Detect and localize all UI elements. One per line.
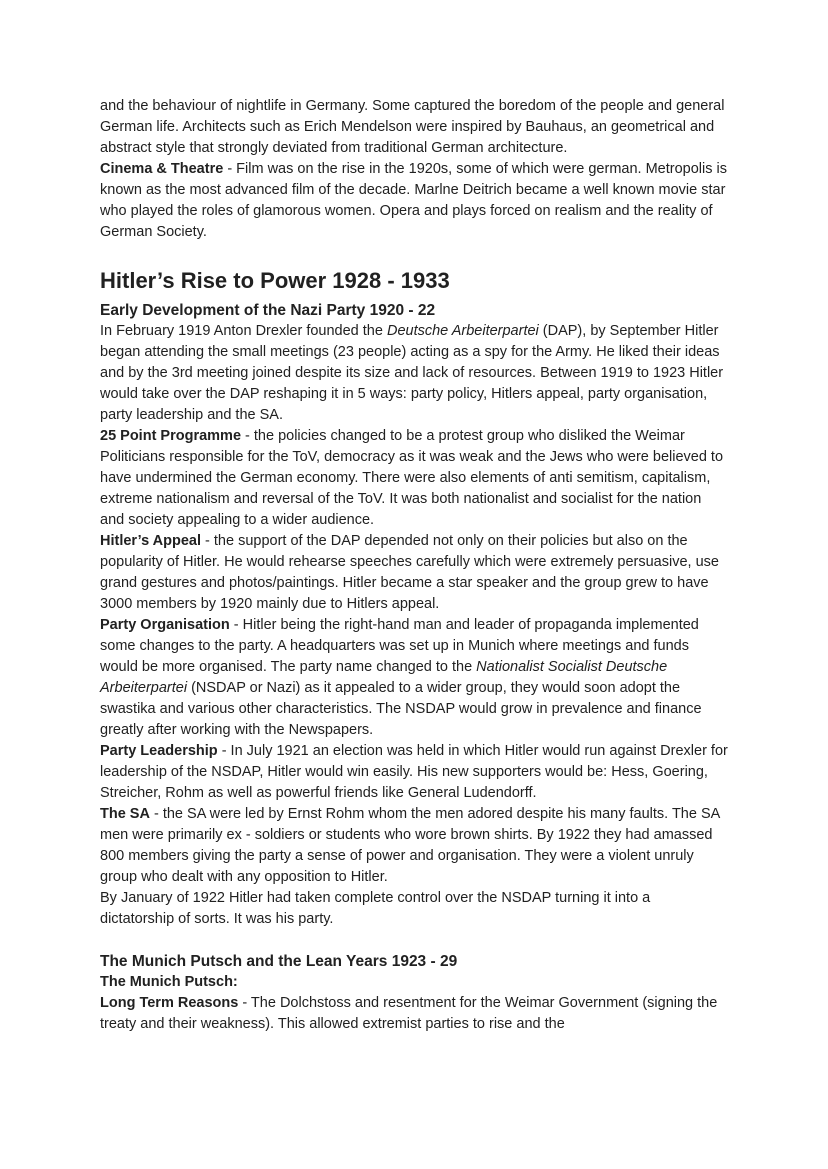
early-development-intro-text-2: (DAP), by September Hitler began attending the small meetings (23 people) acting as a spy for the Army. He liked their ideas and by the 3rd meeting joined despite its size and lack of resources. Between 1919 to 1923 Hitler would take over the DAP reshaping it in 5 ways: party policy, Hitlers appeal, party organisation, party leadership and the SA.	[100, 323, 724, 423]
early-development-intro-italic: Deutsche Arbeiterpartei	[386, 323, 539, 339]
hitlers-appeal-paragraph	[100, 531, 728, 615]
intro-continuation-paragraph: and the behaviour of nightlife in Germany. Some captured the boredom of the people and general German life. Architects such as Erich Mendelson were inspired by Bauhaus, an geometrical and abstract style that strongly deviated from traditional German architecture.	[100, 98, 725, 156]
cinema-theatre-text: - Film was on the rise in the 1920s, some of which were german. Metropolis is known as the most advanced film of the decade. Marlne Deitrich became a well known movie star who played the roles of glamorous women. Opera and plays forced on realism and the reality of German Society.	[100, 161, 727, 240]
point-programme-text: - the policies changed to be a protest group who disliked the Weimar Politicians responsible for the ToV, democracy as it was weak and the Jews who were believed to have undermined the German economy. There were also elements of anti semitism, capitalism, extreme nationalism and reversal of the ToV. It was both nationalist and socialist for the nation and society appealing to a wider audience.	[100, 428, 724, 528]
the-sa-text: - the SA were led by Ernst Rohm whom the men adored despite his many faults. The SA men were primarily ex - soldiers or students who wore brown shirts. By 1922 they had amassed 800 members giving the party a sense of power and organisation. They were a violent unruly group who dealt with any opposition to Hitler.	[100, 806, 720, 885]
party-organisation-text-1: - Hitler being the right-hand man and leader of propaganda implemented some changes to the party. A headquarters was set up in Munich where meetings and funds would be more organised. The party name changed to the	[100, 617, 699, 675]
point-programme-paragraph	[100, 426, 728, 531]
cinema-theatre-paragraph	[100, 159, 728, 243]
long-term-reasons-lead: Long Term Reasons	[100, 995, 239, 1011]
cinema-theatre-lead: Cinema & Theatre	[100, 161, 224, 177]
munich-putsch-subheading: The Munich Putsch:	[100, 974, 238, 990]
party-organisation-lead: Party Organisation	[100, 617, 230, 633]
the-sa-paragraph	[100, 804, 728, 888]
main-heading: Hitler’s Rise to Power 1928 - 1933	[100, 268, 450, 293]
party-leadership-lead: Party Leadership	[100, 743, 218, 759]
hitlers-appeal-lead: Hitler’s Appeal	[100, 533, 201, 549]
long-term-reasons-text: - The Dolchstoss and resentment for the Weimar Government (signing the treaty and their weakness). This allowed extremist parties to rise and the	[100, 995, 718, 1032]
early-development-intro-paragraph	[100, 321, 728, 426]
hitlers-appeal-text: - the support of the DAP depended not only on their policies but also on the popularity of Hitler. He would rehearse speeches carefully which were extremely persuasive, use grand gestures and photos/paintings. Hitler became a star speaker and the group grew to have 3000 members by 1920 mainly due to Hitlers appeal.	[100, 533, 719, 612]
munich-putsch-heading: The Munich Putsch and the Lean Years 1923 - 29	[100, 953, 458, 970]
party-organisation-paragraph	[100, 615, 728, 741]
early-development-conclusion-paragraph: By January of 1922 Hitler had taken complete control over the NSDAP turning it into a dictatorship of sorts. It was his party.	[100, 890, 651, 927]
long-term-reasons-paragraph	[100, 993, 728, 1035]
party-leadership-paragraph	[100, 741, 728, 804]
early-development-intro-text-1: In February 1919 Anton Drexler founded the	[100, 323, 387, 339]
party-leadership-text: - In July 1921 an election was held in which Hitler would run against Drexler for leadership of the NSDAP, Hitler would win easily. His new supporters would be: Hess, Goering, Streicher, Rohm as well as powerful friends like General Ludendorff.	[100, 743, 728, 801]
party-organisation-text-2: (NSDAP or Nazi) as it appealed to a wider group, they would soon adopt the swastika and various other characteristics. The NSDAP would grow in prevalence and finance greatly after working with the Newspapers.	[100, 680, 702, 738]
party-organisation-italic: Nationalist Socialist Deutsche Arbeiterpartei	[100, 659, 668, 696]
early-development-heading: Early Development of the Nazi Party 1920 - 22	[100, 302, 436, 319]
the-sa-lead: The SA	[100, 806, 150, 822]
point-programme-lead: 25 Point Programme	[100, 428, 242, 444]
